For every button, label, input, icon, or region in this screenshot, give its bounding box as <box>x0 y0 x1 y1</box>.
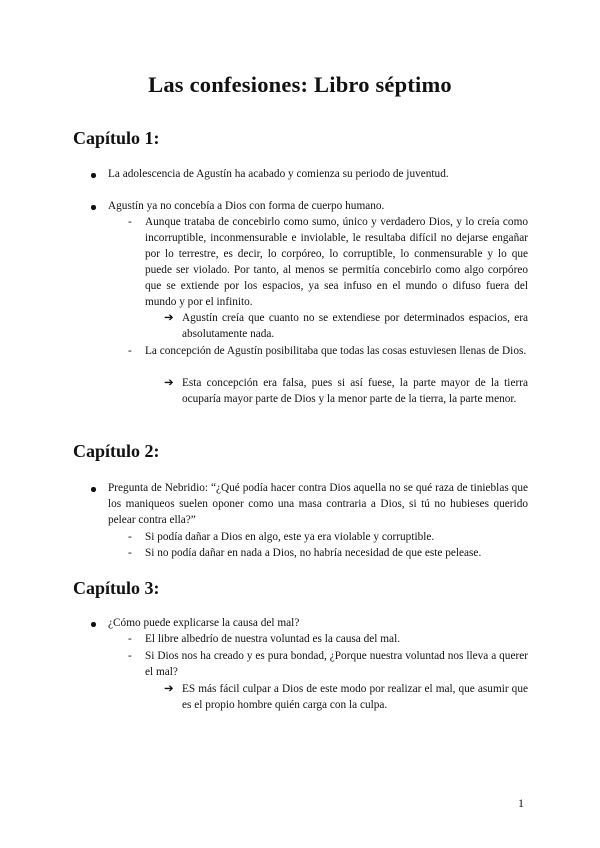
chapter-2-heading: Capítulo 2: <box>73 441 160 461</box>
document-page: Las confesiones: Libro séptimo Capítulo 1: La adolescencia de Agustín ha acabado y comienza su periodo de juventud. Agustín ya no concebía a Dios con forma de cuerpo humano. - Aunque trataba de concebirlo como sumo, único y verdadero Dios, y lo creía como incorruptible, inconmensurable e inviolable, le resultaba difícil no dejarse engañar por lo terrestre, es decir, lo corpóreo, lo corruptible, lo conmensurable y lo que puede ser violado. Por tanto, al menos se permitía concebirlo como algo corpóreo que se extiende por los espacios, ya sea infuso en el mundo o difuso fuera del mundo y por el infinito. ➔ Agustín creía que cuanto no se extendiese por determinados espacios, era absolutamente nada. - La concepción de Agustín posibilitaba que todas las cosas estuviesen llenas de Dios. ➔ Esta concepción era falsa, pues si así fuese, la parte mayor de la tierra ocuparía mayor parte de Dios y la menor parte de la tierra, la parte menor. Capítulo 2: Pregunta de Nebridio: “¿Qué podía hacer contra Dios aquella no se qué raza de tinieblas que los maniqueos suelen oponer como una masa contraria a Dios, si tú no hubieses querido pelear contra ella?” - Si podía dañar a Dios en algo, este ya era violable y corruptible. - Si no podía dañar en nada a Dios, no habría necesidad de que este pelease. Capítulo 3: ¿Cómo puede explicarse la causa del mal? - El libre albedrío de nuestra voluntad es la causa del mal. - Si Dios nos ha creado y es pura bondad, ¿Porque nuestra voluntad nos lleva a querer el mal? ➔ ES más fácil culpar a Dios de este modo por realizar el mal, que asumir que es el propio hombre quién carga con la culpa. 1 <box>0 0 600 848</box>
chapter-3-heading: Capítulo 3: <box>73 578 160 598</box>
dash-marker: - <box>128 547 132 559</box>
dash-marker: - <box>128 633 132 645</box>
dash-marker: - <box>128 345 132 357</box>
dash-marker: - <box>128 216 132 228</box>
bullet-icon <box>91 487 96 492</box>
arrow-right-icon: ➔ <box>164 312 174 324</box>
dash-marker: - <box>128 531 132 543</box>
chapter-1-heading: Capítulo 1: <box>73 128 160 148</box>
arrow-right-icon: ➔ <box>164 377 174 389</box>
bullet-icon <box>91 205 96 210</box>
arrow-right-icon: ➔ <box>164 683 174 695</box>
page-title: Las confesiones: Libro séptimo <box>148 72 452 97</box>
bullet-icon <box>91 622 96 627</box>
dash-marker: - <box>128 650 132 662</box>
bullet-icon <box>91 173 96 178</box>
page-number: 1 <box>518 796 524 810</box>
